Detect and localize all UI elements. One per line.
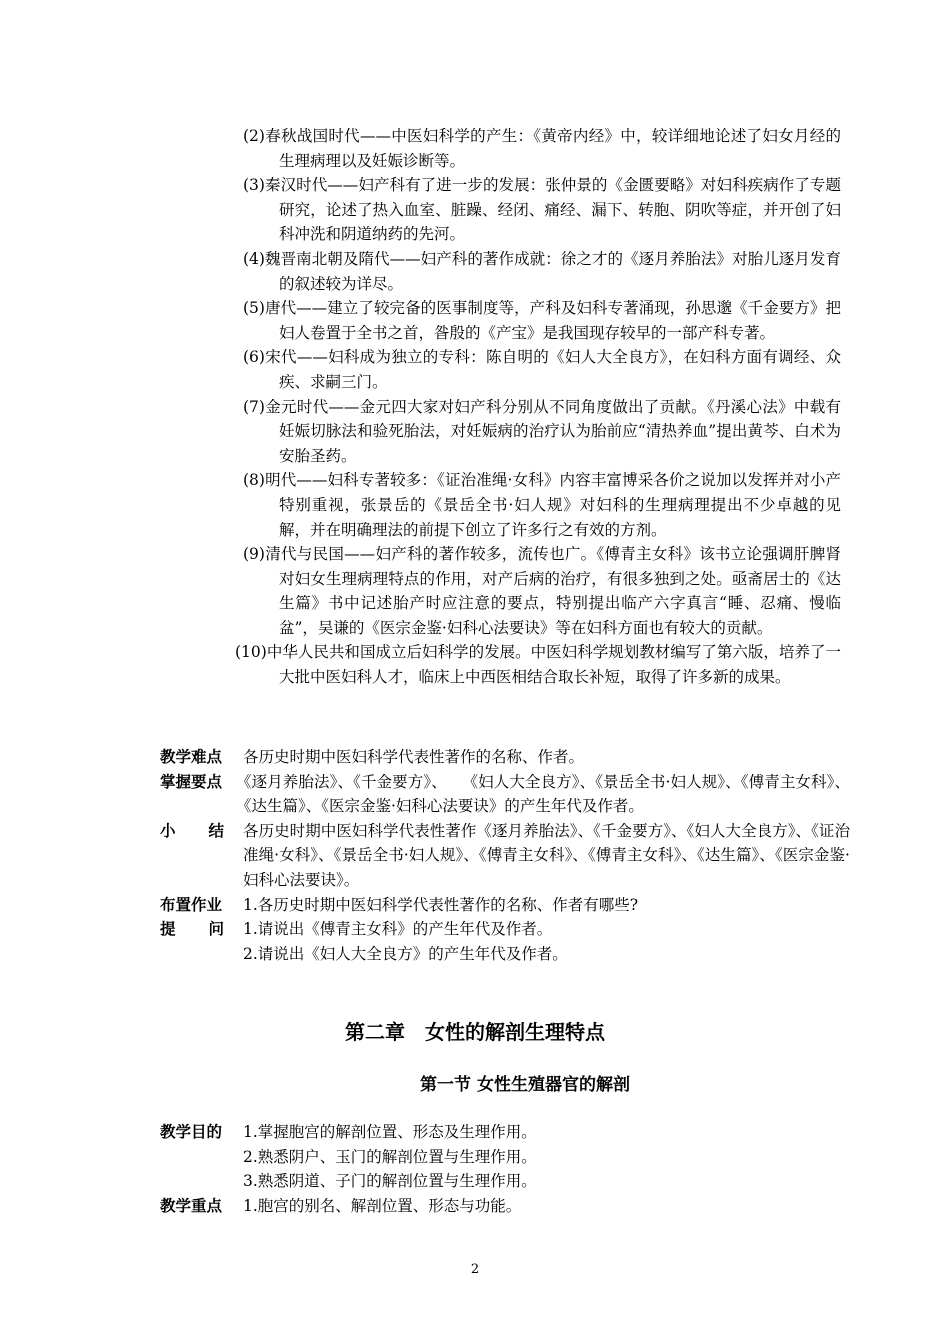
key-points-row [160,770,850,819]
history-item-3: (3)秦汉时代——妇产科有了进一步的发展：张仲景的《金匮要略》对妇科疾病作了专题研究，论述了热入血室、脏躁、经闭、痛经、漏下、转胞、阴吹等症，并开创了妇科冲洗和阴道纳药的先河。 [243,176,841,244]
history-item-8: (8)明代——妇科专著较多：《证治准绳·女科》内容丰富博采各价之说加以发挥并对小产特别重视，张景岳的《景岳全书·妇人规》对妇科的生理病理提出不少卓越的见解，并在明确理法的前提下创立了许多行之有效的方剂。 [243,471,841,539]
history-item-9: (9)清代与民国——妇产科的著作较多，流传也广。《傅青主女科》该书立论强调肝脾肾对妇女生理病理特点的作用，对产后病的治疗，有很多独到之处。亟斋居士的《达生篇》书中记述胎产时应注意的要点，特别提出临产六字真言“睡、忍痛、慢临盆”，吴谦的《医宗金鉴·妇科心法要诀》等在妇科方面也有较大的贡献。 [243,545,841,637]
difficulty-row [160,745,850,770]
history-item-10: (10)中华人民共和国成立后妇科学的发展。中医妇科学规划教材编写了第六版，培养了一大批中医妇科人才，临床上中西医相结合取长补短，取得了许多新的成果。 [235,643,841,687]
objectives-row [160,1120,850,1145]
history-item-5: (5)唐代——建立了较完备的医事制度等，产科及妇科专著涌现，孙思邈《千金要方》把妇人卷置于全书之首，昝殷的《产宝》是我国现存较早的一部产科专著。 [243,299,841,342]
question-1: 1.请说出《傅青主女科》的产生年代及作者。 [243,920,553,939]
questions-label-a: 提 [160,920,176,939]
summary-label-a: 小 [160,821,176,840]
history-item-2: (2)春秋战国时代——中医妇科学的产生：《黄帝内经》中，较详细地论述了妇女月经的生理病理以及妊娠诊断等。 [243,127,841,170]
homework-label: 布置作业 [160,895,223,914]
section-title: 第一节 女性生殖器官的解剖 [420,1075,630,1095]
key-points-text: 《逐月养胎法》、《千金要方》、 《妇人大全良方》、《景岳全书·妇人规》、《傅青主女科》、《达生篇》、《医宗金鉴·妇科心法要诀》的产生年代及作者。 [236,772,850,816]
questions-label-b: 问 [208,920,224,939]
objective-1: 1.掌握胞宫的解剖位置、形态及生理作用。 [243,1123,537,1141]
section-notes [160,1120,850,1218]
summary-text: 各历史时期中医妇科学代表性著作《逐月养胎法》、《千金要方》、《妇人大全良方》、《证治准绳·女科》、《景岳全书·妇人规》、《傅青主女科》、《傅青主女科》、《达生篇》、《医宗金鉴·妇科心法要诀》。 [243,821,850,889]
objective-2: 2.熟悉阴户、玉门的解剖位置与生理作用。 [243,1147,537,1166]
summary-label-b: 结 [208,821,224,840]
key-points-label: 掌握要点 [160,772,223,791]
focus-row [160,1194,850,1219]
homework-text: 1.各历史时期中医妇科学代表性著作的名称、作者有哪些? [243,895,639,914]
difficulty-text: 各历史时期中医妇科学代表性著作的名称、作者。 [243,748,585,766]
summary-label [160,819,224,893]
objectives-label: 教学目的 [160,1123,223,1141]
history-item-4: (4)魏晋南北朝及隋代——妇产科的著作成就：徐之才的《逐月养胎法》对胎儿逐月发育的叙述较为详尽。 [243,249,841,293]
page-number: 2 [470,1262,480,1277]
lesson-notes [160,745,850,966]
homework-row [160,893,850,918]
focus-label: 教学重点 [160,1196,223,1215]
summary-row [160,819,850,893]
questions-row [160,917,850,942]
question-2: 2.请说出《妇人大全良方》的产生年代及作者。 [243,944,568,963]
chapter-title: 第二章 女性的解剖生理特点 [345,1020,605,1044]
questions-label [160,917,224,942]
focus-text: 1.胞宫的别名、解剖位置、形态与功能。 [243,1196,522,1215]
history-item-7: (7)金元时代——金元四大家对妇产科分别从不同角度做出了贡献。《丹溪心法》中载有妊娠切脉法和验死胎法，对妊娠病的治疗认为胎前应“清热养血”提出黄芩、白术为安胎圣药。 [243,397,841,465]
history-list [235,124,841,690]
history-item-6: (6)宋代——妇科成为独立的专科：陈自明的《妇人大全良方》，在妇科方面有调经、众疾、求嗣三门。 [243,348,841,391]
difficulty-label: 教学难点 [160,748,223,766]
objective-3: 3.熟悉阴道、子门的解剖位置与生理作用。 [243,1172,537,1191]
